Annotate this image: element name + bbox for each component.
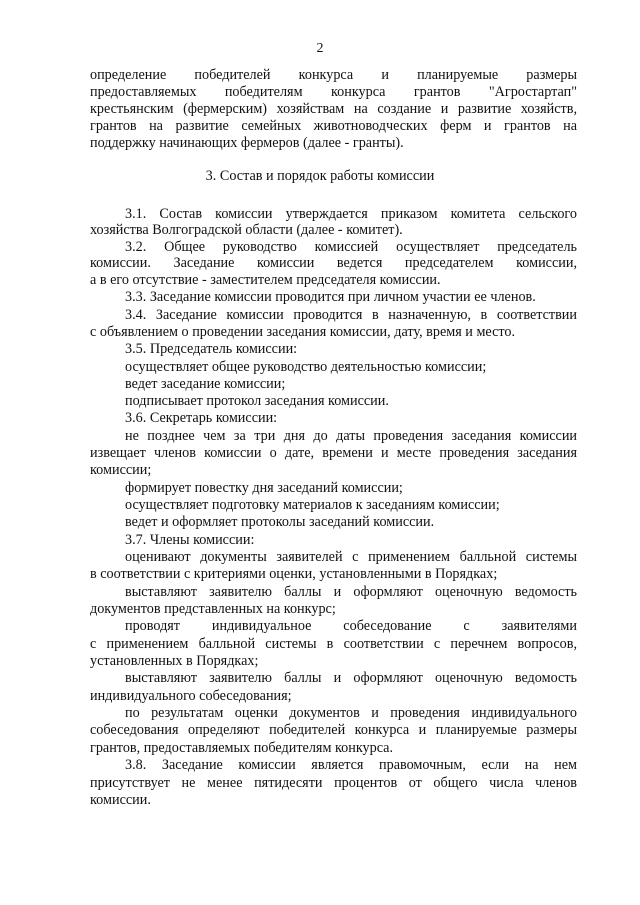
text-line: осуществляет подготовку материалов к заседаниям комиссии; [125, 497, 500, 513]
section-heading: 3. Состав и порядок работы комиссии [205, 168, 435, 184]
text-line: хозяйства Волгоградской области (далее - комитет). [90, 222, 403, 238]
page-number: 2 [316, 41, 324, 56]
text-line: предоставляемых победителям конкурса грантов "Агростартап" [90, 84, 577, 100]
text-line: 3.5. Председатель комиссии: [125, 341, 298, 357]
text-line: 3.8. Заседание комиссии является правомочным, если на нем [125, 757, 577, 773]
text-line: по результатам оценки документов и проведения индивидуального [125, 705, 577, 721]
text-line: комиссии. Заседание комиссии ведется председателем комиссии, [90, 255, 577, 271]
text-line: комиссии. [90, 792, 151, 808]
text-line: 3.4. Заседание комиссии проводится в назначенную, в соответствии [125, 307, 577, 323]
text-line: грантов, предоставляемых победителям конкурса. [90, 740, 394, 756]
text-line: 3.7. Члены комиссии: [125, 532, 255, 548]
text-line: выставляют заявителю баллы и оформляют оценочную ведомость [125, 670, 577, 686]
text-line: 3.3. Заседание комиссии проводится при личном участии ее членов. [125, 289, 536, 305]
text-line: не позднее чем за три дня до даты проведения заседания комиссии [125, 428, 577, 444]
text-line: осуществляет общее руководство деятельностью комиссии; [125, 359, 487, 375]
text-line: крестьянским (фермерским) хозяйствам на создание и развитие хозяйств, [90, 101, 577, 117]
text-line: 3.1. Состав комиссии утверждается приказом комитета сельского [125, 206, 577, 222]
text-line: выставляют заявителю баллы и оформляют оценочную ведомость [125, 584, 577, 600]
text-line: 3.6. Секретарь комиссии: [125, 410, 278, 426]
text-line: присутствует не менее пятидесяти процентов от общего числа членов [90, 775, 577, 791]
text-line: 3.2. Общее руководство комиссией осуществляет председатель [125, 239, 577, 255]
text-line: формирует повестку дня заседаний комиссии; [125, 480, 403, 496]
text-line: документов представленных на конкурс; [90, 601, 336, 617]
text-line: установленных в Порядках; [90, 653, 259, 669]
text-line: поддержку начинающих фермеров (далее - гранты). [90, 135, 404, 151]
text-line: собеседования определяют победителей конкурса и планируемые размеры [90, 722, 577, 738]
text-line: определение победителей конкурса и планируемые размеры [90, 67, 577, 83]
text-line: с объявлением о проведении заседания комиссии, дату, время и место. [90, 324, 516, 340]
text-line: подписывает протокол заседания комиссии. [125, 393, 389, 409]
text-line: комиссии; [90, 462, 152, 478]
text-line: с применением балльной системы в соответствии с перечнем вопросов, [90, 636, 577, 652]
text-line: извещает членов комиссии о дате, времени и месте проведения заседания [90, 445, 577, 461]
text-line: оценивают документы заявителей с применением балльной системы [125, 549, 577, 565]
text-line: индивидуального собеседования; [90, 688, 292, 704]
text-line: а в его отсутствие - заместителем председателя комиссии. [90, 272, 441, 288]
text-line: проводят индивидуальное собеседование с заявителями [125, 618, 577, 634]
text-line: ведет и оформляет протоколы заседаний комиссии. [125, 514, 435, 530]
text-line: в соответствии с критериями оценки, установленными в Порядках; [90, 566, 498, 582]
text-line: грантов на развитие семейных животноводческих ферм и грантов на [90, 118, 577, 134]
text-line: ведет заседание комиссии; [125, 376, 286, 392]
